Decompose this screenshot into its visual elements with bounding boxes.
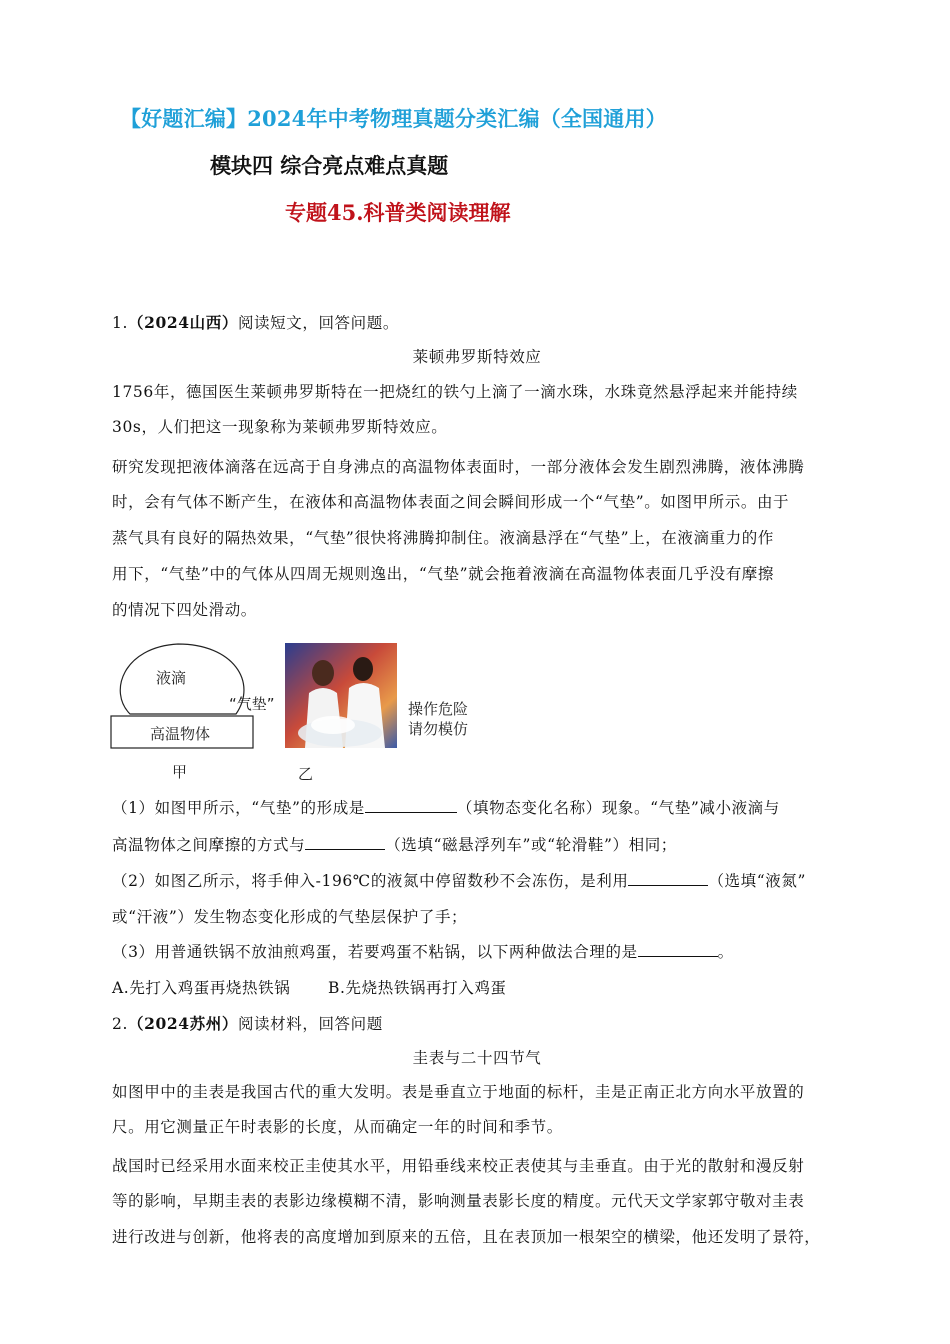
q2-para2-line1: 战国时已经采用水面来校正圭使其水平，用铅垂线来校正表使其与圭垂直。由于光的散射和漫反射 — [112, 1157, 805, 1175]
q1-para2-line5: 的情况下四处滑动。 — [112, 601, 257, 619]
q1-para2-line3: 蒸气具有良好的隔热效果，“气垫”很快将沸腾抑制住。液滴悬浮在“气垫”上，在液滴重力的作 — [112, 529, 774, 547]
q1-para1-line2: 30s，人们把这一现象称为莱顿弗罗斯特效应。 — [112, 418, 448, 436]
caption-yi: 乙 — [298, 765, 314, 783]
q1-sub2-line2: 或“汗液”）发生物态变化形成的气垫层保护了手； — [112, 908, 468, 926]
q1-para2-line2: 时，会有气体不断产生，在液体和高温物体表面之间会瞬间形成一个“气垫”。如图甲所示。由于 — [112, 493, 790, 511]
answer-blank-4[interactable] — [638, 942, 718, 957]
droplet-label: 液滴 — [156, 669, 187, 687]
cushion-label: “气垫” — [229, 695, 275, 713]
q1-heading — [112, 311, 399, 333]
q1-sub1-text-a: （1）如图甲所示，“气垫”的形成是 — [112, 799, 365, 817]
document-title: 【好题汇编】2024年中考物理真题分类汇编（全国通用） — [120, 106, 667, 131]
answer-blank-3[interactable] — [628, 871, 708, 886]
warning-line1: 操作危险 — [408, 700, 469, 718]
answer-blank-1[interactable] — [365, 798, 457, 813]
q1-sub3-text-b: 。 — [717, 943, 734, 961]
warning-line2: 请勿模仿 — [408, 720, 469, 738]
q1-para2-line1: 研究发现把液体滴落在远高于自身沸点的高温物体表面时，一部分液体会发生剧烈沸腾，液体沸腾 — [112, 458, 805, 476]
q1-sub2-text-b: （选填“液氮” — [708, 872, 806, 890]
q2-source: （2024苏州） — [128, 1014, 238, 1033]
q1-prompt: 阅读短文，回答问题。 — [237, 314, 399, 332]
q1-article-title: 莱顿弗罗斯特效应 — [412, 348, 542, 366]
q1-option-a: A.先打入鸡蛋再烧热铁锅 — [112, 979, 291, 997]
q1-sub1-line2 — [112, 833, 677, 855]
hot-object-label: 高温物体 — [150, 725, 211, 743]
q1-sub2-text-a: （2）如图乙所示，将手伸入-196℃的液氮中停留数秒不会冻伤，是利用 — [112, 872, 629, 890]
q2-prompt: 阅读材料，回答问题 — [237, 1015, 383, 1033]
q1-option-b: B.先烧热铁锅再打入鸡蛋 — [328, 979, 507, 997]
q1-sub2-line1 — [112, 869, 806, 891]
q1-para1-line1: 1756年，德国医生莱顿弗罗斯特在一把烧红的铁勺上滴了一滴水珠，水珠竟然悬浮起来并能持续 — [112, 383, 798, 401]
q1-sub1-text-b: （填物态变化名称）现象。“气垫”减小液滴与 — [456, 799, 780, 817]
q1-sub3-text-a: （3）用普通铁锅不放油煎鸡蛋，若要鸡蛋不粘锅，以下两种做法合理的是 — [112, 943, 638, 961]
q2-para2-line2: 等的影响，早期圭表的表影边缘模糊不清，影响测量表影长度的精度。元代天文学家郭守敬对圭表 — [112, 1192, 805, 1210]
answer-blank-2[interactable] — [305, 835, 385, 850]
caption-jia: 甲 — [172, 763, 188, 781]
liquid-nitrogen-photo — [285, 643, 397, 748]
q2-para2-line3: 进行改进与创新，他将表的高度增加到原来的五倍，且在表顶加一根架空的横梁，他还发明了景符， — [112, 1228, 821, 1246]
q2-number: 2. — [112, 1015, 128, 1033]
q1-sub1-line1 — [112, 796, 780, 818]
q1-sub3-line — [112, 940, 734, 962]
q1-para2-line4: 用下，“气垫”中的气体从四周无规则逸出，“气垫”就会拖着液滴在高温物体表面几乎没有摩擦 — [112, 565, 774, 583]
q1-sub1-text-c: 高温物体之间摩擦的方式与 — [112, 836, 306, 854]
topic-title: 专题45.科普类阅读理解 — [285, 200, 511, 225]
q2-para1-line2: 尺。用它测量正午时表影的长度，从而确定一年的时间和季节。 — [112, 1118, 563, 1136]
q1-source: （2024山西） — [128, 313, 238, 332]
q2-heading — [112, 1012, 383, 1034]
module-title: 模块四 综合亮点难点真题 — [210, 153, 449, 178]
q1-number: 1. — [112, 314, 128, 332]
q2-article-title: 圭表与二十四节气 — [412, 1049, 542, 1067]
q2-para1-line1: 如图甲中的圭表是我国古代的重大发明。表是垂直立于地面的标杆，圭是正南正北方向水平放置的 — [112, 1083, 805, 1101]
q1-sub1-text-d: （选填“磁悬浮列车”或“轮滑鞋”）相同； — [385, 836, 677, 854]
